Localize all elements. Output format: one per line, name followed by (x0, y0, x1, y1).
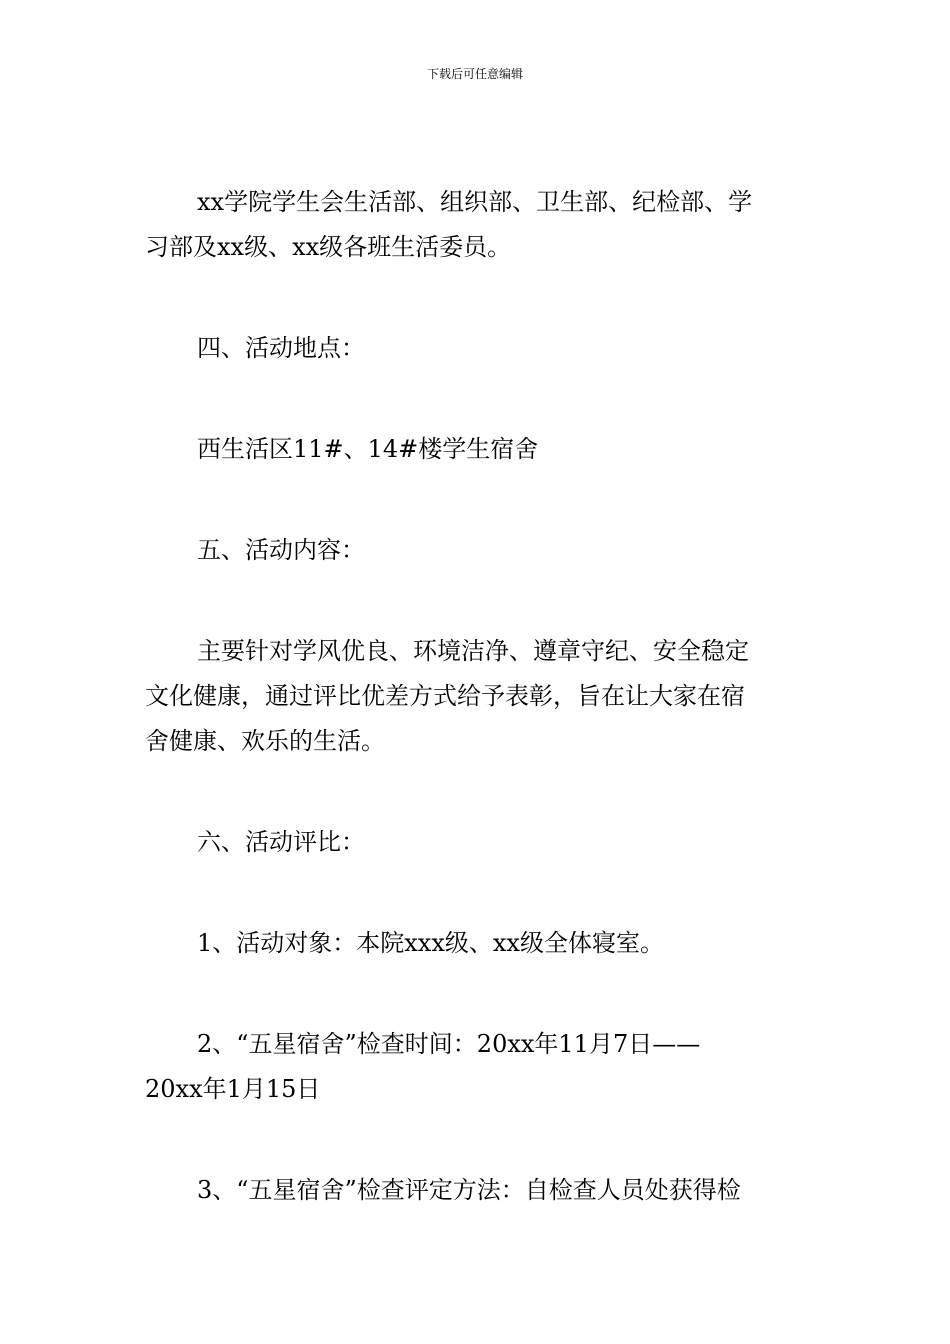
page-header (0, 66, 950, 82)
paragraph-inspection-time (145, 1022, 810, 1112)
paragraph-content (145, 629, 810, 764)
paragraph-targets (145, 921, 810, 966)
header-text: 下载后可任意编辑 (426, 67, 523, 81)
paragraph-line: 舍健康、欢乐的生活。 (145, 727, 385, 755)
paragraph-line: 主要针对学风优良、环境洁净、遵章守纪、安全稳定 (197, 637, 749, 665)
section-heading-evaluation (145, 820, 810, 865)
paragraph-line: 3、“五星宿舍”检查评定方法：自检查人员处获得检 (197, 1176, 741, 1204)
heading-text: 四、活动地点： (197, 334, 365, 362)
section-heading-content (145, 528, 810, 573)
heading-text: 五、活动内容： (197, 536, 365, 564)
paragraph-line: 习部及xx级、xx级各班生活委员。 (145, 233, 512, 261)
paragraph-evaluation-method (145, 1168, 810, 1213)
heading-text: 六、活动评比： (197, 828, 365, 856)
section-heading-location (145, 326, 810, 371)
paragraph-line: xx学院学生会生活部、组织部、卫生部、纪检部、学 (197, 188, 753, 216)
paragraph-line: 1、活动对象：本院xxx级、xx级全体寝室。 (197, 929, 664, 957)
document-body (145, 180, 810, 1213)
paragraph-line: 2、“五星宿舍”检查时间：20xx年11月7日—— (197, 1030, 701, 1058)
paragraph-line: 文化健康，通过评比优差方式给予表彰，旨在让大家在宿 (145, 682, 745, 710)
paragraph-location (145, 427, 810, 472)
paragraph-participants (145, 180, 810, 270)
paragraph-line: 20xx年1月15日 (145, 1075, 321, 1103)
paragraph-line: 西生活区11#、14#楼学生宿舍 (197, 435, 539, 463)
